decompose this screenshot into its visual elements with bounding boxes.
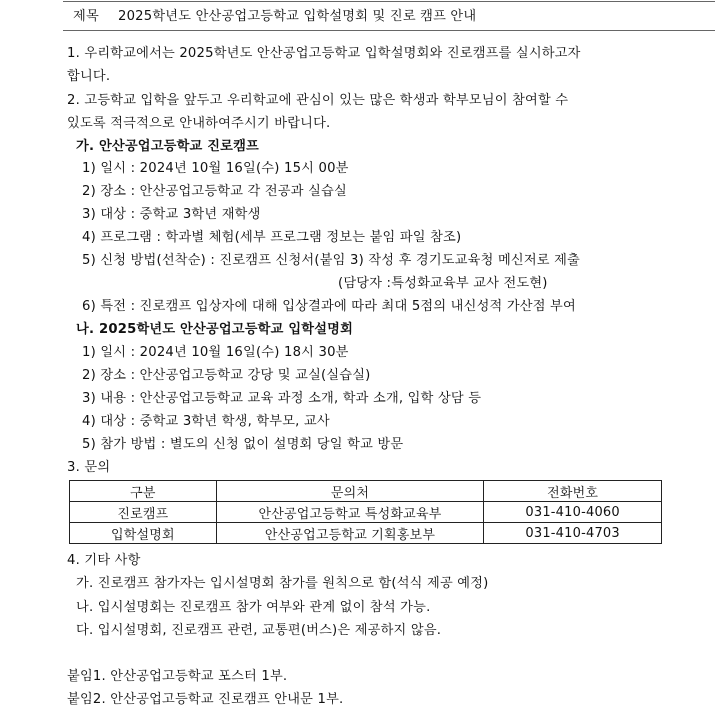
section-b-heading: 나. 2025학년도 안산공업고등학교 입학설명회 xyxy=(76,322,354,337)
intro-line-2: 합니다. xyxy=(67,69,111,84)
section-b-item: 5) 참가 방법 : 별도의 신청 없이 설명회 당일 학교 방문 xyxy=(82,437,404,452)
column-header: 구분 xyxy=(70,481,217,502)
title-bar xyxy=(63,1,715,31)
section-b-item: 2) 장소 : 안산공업고등학교 강당 및 교실(실습실) xyxy=(82,368,371,383)
table-cell: 안산공업고등학교 기획홍보부 xyxy=(216,523,484,544)
table-cell: 안산공업고등학교 특성화교육부 xyxy=(216,502,484,523)
other-heading: 4. 기타 사항 xyxy=(67,553,141,568)
other-item: 다. 입시설명회, 진로캠프 관련, 교통편(버스)은 제공하지 않음. xyxy=(76,623,442,638)
table-row xyxy=(70,523,662,544)
other-item: 가. 진로캠프 참가자는 입시설명회 참가를 원칙으로 함(석식 제공 예정) xyxy=(76,576,489,591)
section-a-item: 1) 일시 : 2024년 10월 16일(수) 15시 00분 xyxy=(82,161,349,176)
table-cell: 031-410-4703 xyxy=(484,523,662,544)
table-header-row xyxy=(70,481,662,502)
attachment-item: 붙임1. 안산공업고등학교 포스터 1부. xyxy=(67,669,288,684)
title-label: 제목 xyxy=(73,9,99,24)
intro-line-1: 1. 우리학교에서는 2025학년도 안산공업고등학교 입학설명회와 진로캠프를 실시하고자 xyxy=(67,46,581,61)
section-a-item: 6) 특전 : 진로캠프 입상자에 대해 입상결과에 따라 최대 5점의 내신성적 가산점 부여 xyxy=(82,299,576,314)
section-b-item: 1) 일시 : 2024년 10월 16일(수) 18시 30분 xyxy=(82,345,349,360)
column-header: 문의처 xyxy=(216,481,484,502)
section-a-item: 5) 신청 방법(선착순) : 진로캠프 신청서(붙임 3) 작성 후 경기도교육청 메신저로 제출 xyxy=(82,253,580,268)
section-a-item: 3) 대상 : 중학교 3학년 재학생 xyxy=(82,207,261,222)
table-cell: 입학설명회 xyxy=(70,523,217,544)
other-item: 나. 입시설명회는 진로캠프 참가 여부와 관계 없이 참석 가능. xyxy=(76,600,431,615)
section-a-item: 2) 장소 : 안산공업고등학교 각 전공과 실습실 xyxy=(82,184,347,199)
inquiry-heading: 3. 문의 xyxy=(67,460,111,475)
inquiry-table xyxy=(69,480,662,544)
table-row xyxy=(70,502,662,523)
attachment-item: 붙임2. 안산공업고등학교 진로캠프 안내문 1부. xyxy=(67,692,344,707)
section-b-item: 4) 대상 : 중학교 3학년 학생, 학부모, 교사 xyxy=(82,414,330,429)
section-b-item: 3) 내용 : 안산공업고등학교 교육 과정 소개, 학과 소개, 입학 상담 등 xyxy=(82,391,482,406)
section-a-item: 4) 프로그램 : 학과별 체험(세부 프로그램 정보는 붙임 파일 참조) xyxy=(82,230,462,245)
section-a-contact: (담당자 :특성화교육부 교사 전도현) xyxy=(338,276,548,291)
intro-line-3: 2. 고등학교 입학을 앞두고 우리학교에 관심이 있는 많은 학생과 학부모님이 참여할 수 xyxy=(67,93,569,108)
column-header: 전화번호 xyxy=(484,481,662,502)
section-a-heading: 가. 안산공업고등학교 진로캠프 xyxy=(76,139,259,154)
table-cell: 진로캠프 xyxy=(70,502,217,523)
intro-line-4: 있도록 적극적으로 안내하여주시기 바랍니다. xyxy=(67,116,331,131)
document-title: 2025학년도 안산공업고등학교 입학설명회 및 진로 캠프 안내 xyxy=(118,9,477,24)
table-cell: 031-410-4060 xyxy=(484,502,662,523)
